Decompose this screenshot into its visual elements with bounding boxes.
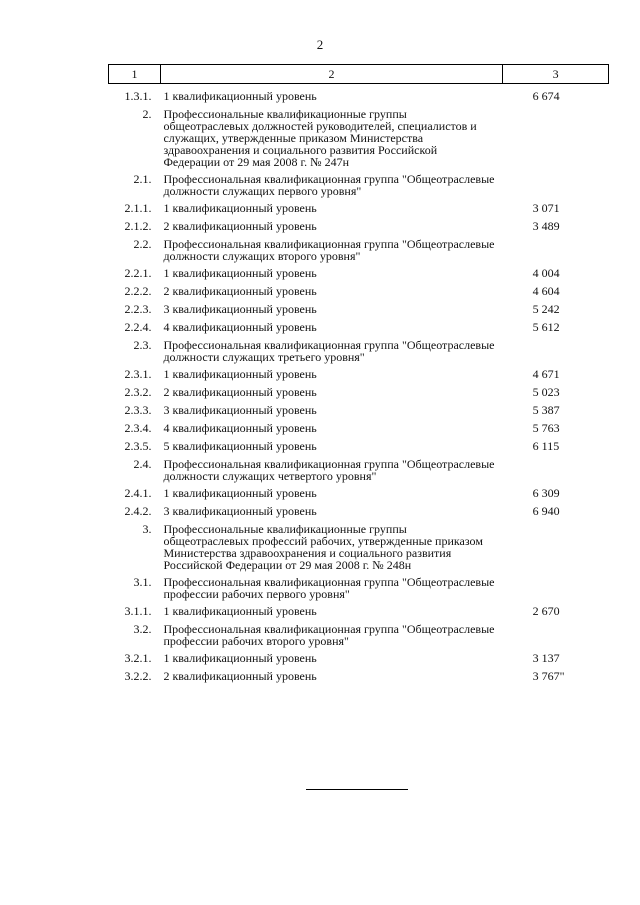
row-value [503, 574, 609, 603]
row-value: 4 671 [532, 367, 560, 381]
table-row [109, 366, 609, 384]
row-value: 3 489 [532, 219, 560, 233]
row-number: 2.2.1. [124, 266, 152, 280]
table-header [109, 65, 609, 84]
row-text: 1 квалификационный уровень [163, 486, 317, 500]
row-number: 2.2.4. [124, 320, 152, 334]
row-text: Профессиональные квалификационные группы общеотраслевых профессий рабочих, утвержденные приказом Министерства здравоохранения и социального развития Российской Федерации от 29 мая 2008 г. № 248н [163, 522, 483, 572]
row-value: 5 763 [532, 421, 560, 435]
row-value: 6 115 [532, 439, 560, 453]
row-number: 2.3.3. [124, 403, 152, 417]
table-row [109, 106, 609, 171]
table-row [109, 301, 609, 319]
row-text: Профессиональная квалификационная группа "Общеотраслевые должности служащих первого уровня" [163, 172, 495, 198]
table-row [109, 420, 609, 438]
row-value [503, 337, 609, 366]
row-text: 2 квалификационный уровень [163, 284, 317, 298]
row-number: 2.4.2. [124, 504, 152, 518]
table-row [109, 621, 609, 650]
row-text: 2 квалификационный уровень [163, 385, 317, 399]
page-number: 2 [316, 37, 324, 52]
row-text: Профессиональная квалификационная группа "Общеотраслевые должности служащих второго уровня" [163, 237, 495, 263]
row-value [503, 236, 609, 265]
row-number: 2.4. [133, 457, 152, 471]
row-number: 3. [142, 522, 152, 536]
row-text: 3 квалификационный уровень [163, 403, 317, 417]
row-value [503, 456, 609, 485]
table-body [109, 84, 609, 687]
row-value: 6 674 [532, 89, 560, 103]
row-value [503, 106, 609, 171]
table-row [109, 319, 609, 337]
table-row [109, 503, 609, 521]
row-value [503, 521, 609, 574]
table-row [109, 438, 609, 456]
row-text: Профессиональная квалификационная группа "Общеотраслевые профессии рабочих первого уровня" [163, 575, 495, 601]
table-row [109, 668, 609, 686]
header-col-1: 1 [109, 65, 161, 84]
row-text: 1 квалификационный уровень [163, 89, 317, 103]
row-value: 2 670 [532, 604, 560, 618]
row-text: 1 квалификационный уровень [163, 367, 317, 381]
table-row [109, 218, 609, 236]
row-text: Профессиональная квалификационная группа "Общеотраслевые должности служащих третьего уровня" [163, 338, 495, 364]
table-row [109, 84, 609, 107]
table-row [109, 603, 609, 621]
row-number: 1.3.1. [124, 89, 152, 103]
row-number: 2.2.2. [124, 284, 152, 298]
row-value: 6 940 [532, 504, 560, 518]
row-text: 3 квалификационный уровень [163, 504, 317, 518]
row-text: 1 квалификационный уровень [163, 266, 317, 280]
table-row [109, 236, 609, 265]
row-value: 5 242 [532, 302, 560, 316]
row-value: 3 767" [532, 669, 565, 683]
row-text: Профессиональная квалификационная группа "Общеотраслевые профессии рабочих второго уровня" [163, 622, 495, 648]
row-value: 3 071 [532, 201, 560, 215]
row-value: 5 612 [532, 320, 560, 334]
row-text: 2 квалификационный уровень [163, 669, 317, 683]
row-number: 2.3.1. [124, 367, 152, 381]
table-row [109, 485, 609, 503]
row-value: 5 387 [532, 403, 560, 417]
row-value: 3 137 [532, 651, 560, 665]
row-value: 4 004 [532, 266, 560, 280]
row-text: 5 квалификационный уровень [163, 439, 317, 453]
row-number: 2.3. [133, 338, 152, 352]
table-row [109, 283, 609, 301]
row-text: Профессиональная квалификационная группа "Общеотраслевые должности служащих четвертого уровня" [163, 457, 495, 483]
row-number: 2.2. [133, 237, 152, 251]
table-row [109, 384, 609, 402]
row-number: 2.1. [133, 172, 152, 186]
row-value: 5 023 [532, 385, 560, 399]
row-text: 1 квалификационный уровень [163, 604, 317, 618]
salary-table [108, 64, 609, 686]
table-row [109, 402, 609, 420]
row-text: 3 квалификационный уровень [163, 302, 317, 316]
table-row [109, 456, 609, 485]
row-number: 3.1.1. [124, 604, 152, 618]
row-number: 3.2.1. [124, 651, 152, 665]
row-number: 2.3.2. [124, 385, 152, 399]
header-row [109, 65, 609, 84]
table-row [109, 521, 609, 574]
table-row [109, 337, 609, 366]
table-row [109, 200, 609, 218]
table-row [109, 171, 609, 200]
table-row [109, 574, 609, 603]
row-number: 2.1.2. [124, 219, 152, 233]
row-value: 4 604 [532, 284, 560, 298]
row-text: 1 квалификационный уровень [163, 651, 317, 665]
row-value [503, 171, 609, 200]
row-number: 3.2. [133, 622, 152, 636]
header-col-2: 2 [160, 65, 502, 84]
row-number: 2. [142, 107, 152, 121]
row-text: 4 квалификационный уровень [163, 320, 317, 334]
row-number: 3.1. [133, 575, 152, 589]
row-value [503, 621, 609, 650]
row-text: Профессиональные квалификационные группы общеотраслевых должностей руководителей, специалистов и служащих, утвержденные приказом Министерства здравоохранения и социального развития Российской Федерации от 29 мая 2008 г. № 247н [163, 107, 477, 169]
header-col-3: 3 [503, 65, 609, 84]
row-number: 2.4.1. [124, 486, 152, 500]
table-row [109, 650, 609, 668]
row-number: 2.3.4. [124, 421, 152, 435]
row-number: 2.2.3. [124, 302, 152, 316]
row-text: 4 квалификационный уровень [163, 421, 317, 435]
table-row [109, 265, 609, 283]
row-number: 3.2.2. [124, 669, 152, 683]
row-value: 6 309 [532, 486, 560, 500]
row-number: 2.3.5. [124, 439, 152, 453]
row-text: 1 квалификационный уровень [163, 201, 317, 215]
end-rule [306, 789, 408, 790]
row-number: 2.1.1. [124, 201, 152, 215]
row-text: 2 квалификационный уровень [163, 219, 317, 233]
